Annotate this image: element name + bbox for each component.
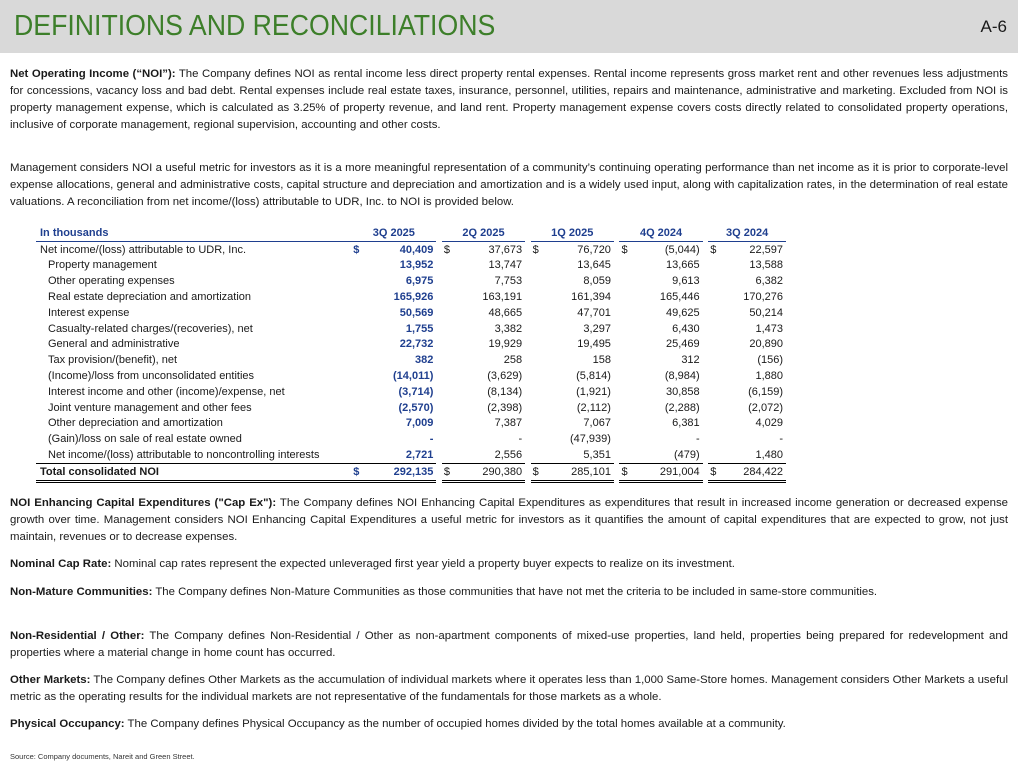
row-label: Interest expense <box>48 306 130 319</box>
row-label: Property management <box>48 259 157 272</box>
cell-value: (5,044) <box>664 243 700 256</box>
row-label: General and administrative <box>48 338 180 351</box>
currency-symbol: $ <box>708 463 722 481</box>
cell-value: 13,588 <box>749 259 783 272</box>
cell-value: (2,112) <box>576 401 611 414</box>
cell-value: (6,159) <box>748 385 783 398</box>
table-row <box>36 289 786 305</box>
cell-value: 47,701 <box>577 306 611 319</box>
currency-symbol: $ <box>619 463 633 481</box>
row-label: Joint venture management and other fees <box>48 401 252 414</box>
cell-value: 2,721 <box>405 449 434 462</box>
row-label: Casualty-related charges/(recoveries), net <box>48 322 253 335</box>
currency-symbol: $ <box>351 463 365 481</box>
cell-value: 19,929 <box>488 338 523 351</box>
cell-value: (1,921) <box>576 385 611 398</box>
source-note: Source: Company documents, Nareit and Green Street. <box>10 752 195 761</box>
cell-value: 1,473 <box>755 322 783 335</box>
cell-value: 40,409 <box>365 241 437 257</box>
cell-value: (479) <box>673 449 700 462</box>
table-row <box>36 241 786 257</box>
cell-value: 13,952 <box>399 259 434 272</box>
currency-symbol: $ <box>621 243 628 256</box>
caprate-text: Nominal cap rates represent the expected unleveraged first year yield a property buyer expects to realize on its investment. <box>111 558 735 570</box>
currency-symbol: $ <box>531 463 545 481</box>
occupancy-label: Physical Occupancy: <box>10 718 125 730</box>
cell-value: 382 <box>415 354 434 367</box>
row-label: Other operating expenses <box>48 275 175 288</box>
cell-value: 25,469 <box>666 338 700 351</box>
occupancy-definition <box>10 716 1008 733</box>
table-row <box>36 305 786 321</box>
currency-symbol: $ <box>710 243 717 256</box>
row-label: (Income)/loss from unconsolidated entities <box>48 370 255 383</box>
cell-value: (2,398) <box>487 401 523 414</box>
cell-value: - <box>779 433 783 446</box>
cell-value: 4,029 <box>755 417 783 430</box>
othermarkets-text: The Company defines Other Markets as the accumulation of individual markets where it operates less than 1,000 Same-Store homes. Management considers Other Markets a useful metric as the operating results for the individual markets are not representative of the fundamentals for those markets as a whole. <box>10 674 1008 703</box>
cell-value: 312 <box>681 354 700 367</box>
cell-value: (3,629) <box>487 370 523 383</box>
row-label: Interest income and other (income)/expense, net <box>48 385 285 398</box>
noi-reconciliation-table <box>36 225 786 483</box>
cell-value: 8,059 <box>583 275 611 288</box>
cell-value: 163,191 <box>482 291 523 304</box>
cell-value: 48,665 <box>488 306 523 319</box>
noi-text: The Company defines NOI as rental income less direct property rental expenses. Rental income represents gross market rent and other revenues less adjustments for concessions, vacancy loss and bad debt. Rental expenses include real estate taxes, insurance, personnel, utilities, repairs and maintenance, administrative and marketing. Excluded from NOI is property management expense, which is calculated as 3.25% of property revenue, and land rent. Property management expense covers costs directly related to consolidated property operations, inclusive of corporate management, regional supervision, accounting and other costs. <box>10 68 1008 131</box>
cell-value: - <box>696 433 700 446</box>
col-header: 3Q 2024 <box>708 225 786 241</box>
total-value: 284,422 <box>722 463 786 481</box>
cell-value: 7,009 <box>405 417 434 430</box>
nonres-label: Non-Residential / Other: <box>10 630 145 642</box>
cell-value: 1,480 <box>755 449 783 462</box>
cell-value: 6,430 <box>672 322 700 335</box>
table-row <box>36 384 786 400</box>
othermarkets-label: Other Markets: <box>10 674 91 686</box>
row-label: Tax provision/(benefit), net <box>48 354 178 367</box>
cell-value: 37,673 <box>488 243 523 256</box>
cell-value: 20,890 <box>749 338 783 351</box>
cell-value: 165,446 <box>659 291 700 304</box>
row-label: Other depreciation and amortization <box>48 417 223 430</box>
cell-value: 1,880 <box>755 370 783 383</box>
table-row <box>36 337 786 353</box>
cell-value: 7,387 <box>494 417 523 430</box>
table-row <box>36 368 786 384</box>
cell-value: 170,276 <box>743 291 783 304</box>
currency-symbol: $ <box>443 243 451 256</box>
col-header: 4Q 2024 <box>619 225 702 241</box>
cell-value: (2,288) <box>664 401 700 414</box>
total-value: 291,004 <box>633 463 703 481</box>
currency-symbol: $ <box>442 463 456 481</box>
cell-value: (8,134) <box>487 385 523 398</box>
nonmature-definition <box>10 584 1008 601</box>
unit-label: In thousands <box>36 225 351 241</box>
cell-value: 6,381 <box>672 417 700 430</box>
noi-definition <box>10 66 1008 134</box>
cell-value: 6,382 <box>755 275 783 288</box>
total-row <box>36 463 786 481</box>
cell-value: 76,720 <box>577 243 611 256</box>
cell-value: 22,732 <box>399 338 434 351</box>
row-label: Net income/(loss) attributable to UDR, Inc. <box>40 243 247 256</box>
cell-value: (47,939) <box>569 433 611 446</box>
table-row <box>36 400 786 416</box>
capex-text: The Company defines NOI Enhancing Capital Expenditures as expenditures that result in increased income generation or decreased expense growth over time. Management considers NOI Enhancing Capital Expenditures a useful metric for investors as it quantifies the amount of capital expenditures that are expected to grow, not just maintain, revenues or to decrease expenses. <box>10 497 1008 543</box>
cell-value: 6,975 <box>405 275 434 288</box>
cell-value: (2,570) <box>398 401 434 414</box>
cell-value: 1,755 <box>405 322 434 335</box>
cell-value: 22,597 <box>749 243 783 256</box>
cell-value: 13,665 <box>666 259 700 272</box>
capex-definition <box>10 495 1008 546</box>
cell-value: 7,067 <box>583 417 611 430</box>
cell-value: 158 <box>592 354 611 367</box>
capex-label: NOI Enhancing Capital Expenditures ("Cap Ex"): <box>10 497 277 509</box>
cell-value: 49,625 <box>666 306 700 319</box>
cell-value: (8,984) <box>664 370 700 383</box>
cell-value: 5,351 <box>583 449 611 462</box>
cell-value: 50,569 <box>399 306 434 319</box>
cell-value: (2,072) <box>748 401 783 414</box>
nonmature-text: The Company defines Non-Mature Communities as those communities that have not met the criteria to be included in same-store communities. <box>152 586 878 598</box>
cell-value: 3,297 <box>583 322 611 335</box>
cell-value: 2,556 <box>494 449 523 462</box>
page-number: A-6 <box>980 17 1007 36</box>
col-header: 1Q 2025 <box>531 225 614 241</box>
page-title: DEFINITIONS AND RECONCILIATIONS <box>14 10 496 42</box>
total-value: 290,380 <box>455 463 525 481</box>
currency-symbol: $ <box>532 243 539 256</box>
nonmature-label: Non-Mature Communities: <box>10 586 153 598</box>
cell-value: - <box>429 433 434 446</box>
currency-symbol: $ <box>353 243 360 256</box>
noi-management-paragraph <box>10 160 1008 211</box>
othermarkets-definition <box>10 672 1008 706</box>
cell-value: 50,214 <box>749 306 783 319</box>
total-value: 285,101 <box>544 463 614 481</box>
total-value: 292,135 <box>365 463 437 481</box>
table-row <box>36 352 786 368</box>
cell-value: 3,382 <box>494 322 523 335</box>
cell-value: 19,495 <box>577 338 611 351</box>
cell-value: 9,613 <box>672 275 700 288</box>
cell-value: 7,753 <box>494 275 523 288</box>
noi-label: Net Operating Income (“NOI”): <box>10 68 176 80</box>
row-label: Net income/(loss) attributable to noncontrolling interests <box>48 449 320 462</box>
table-row <box>36 416 786 432</box>
cell-value: 165,926 <box>393 291 434 304</box>
table-row <box>36 258 786 274</box>
occupancy-text: The Company defines Physical Occupancy as the number of occupied homes divided by the total homes available at a community. <box>124 718 786 730</box>
cell-value: (156) <box>757 354 783 367</box>
cell-value: 13,747 <box>488 259 523 272</box>
header-bar <box>0 0 1018 53</box>
cell-value: (5,814) <box>576 370 611 383</box>
table-header-row <box>36 225 786 241</box>
cell-value: (14,011) <box>393 370 434 383</box>
cell-value: (3,714) <box>398 385 434 398</box>
col-header: 2Q 2025 <box>442 225 525 241</box>
nonres-definition <box>10 628 1008 662</box>
noi-mgmt-text: Management considers NOI a useful metric for investors as it is a more meaningful representation of a community’s continuing operating performance than net income as it is prior to corporate-level expense allocations, general and administrative costs, capital structure and depreciation and amortization and is a widely used input, along with capitalization rates, in the determination of real estate valuations. A reconciliation from net income/(loss) attributable to UDR, Inc. to NOI is provided below. <box>10 162 1008 208</box>
table-row <box>36 321 786 337</box>
cell-value: 30,858 <box>666 385 700 398</box>
cell-value: 13,645 <box>577 259 611 272</box>
nonres-text: The Company defines Non-Residential / Other as non-apartment components of mixed-use properties, land held, properties being prepared for redevelopment and properties where a material change in home count has occurred. <box>10 630 1008 659</box>
col-header: 3Q 2025 <box>351 225 436 241</box>
total-label: Total consolidated NOI <box>36 463 351 481</box>
caprate-definition <box>10 556 1008 573</box>
row-label: Real estate depreciation and amortization <box>48 291 252 304</box>
cell-value: - <box>518 433 523 446</box>
cell-value: 161,394 <box>571 291 611 304</box>
row-label: (Gain)/loss on sale of real estate owned <box>48 433 242 446</box>
caprate-label: Nominal Cap Rate: <box>10 558 112 570</box>
table-row <box>36 431 786 447</box>
table-row <box>36 273 786 289</box>
cell-value: 258 <box>503 354 523 367</box>
table-row <box>36 447 786 463</box>
